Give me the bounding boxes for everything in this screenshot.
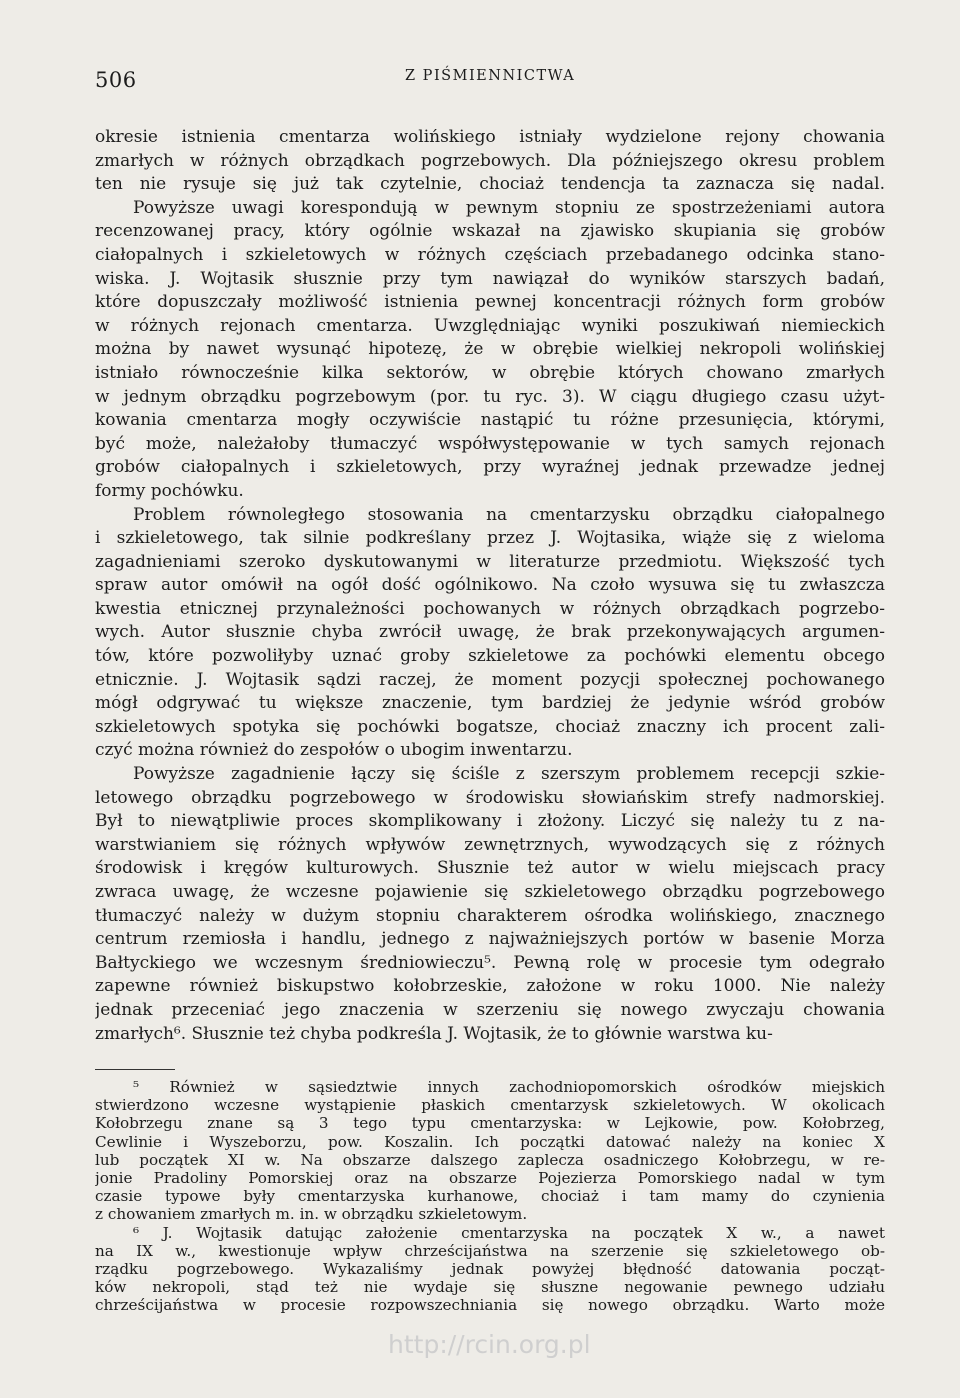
- text-line: istniało równocześnie kilka sektorów, w obrębie których chowano zmarłych: [95, 362, 885, 383]
- footnote-line: ⁵ Również w sąsiedztwie innych zachodniopomorskich ośrodków miejskich: [133, 1078, 885, 1096]
- text-line: wiska. J. Wojtasik słusznie przy tym nawiązał do wyników starszych badań,: [95, 268, 885, 289]
- text-line: być może, należałoby tłumaczyć współwystępowanie w tych samych rejonach: [95, 433, 885, 454]
- footnote-line: Cewlinie i Wyszeborzu, pow. Koszalin. Ich początki datować należy na koniec X: [95, 1132, 885, 1151]
- footnotes: [95, 1078, 885, 1314]
- footnote-line: na IX w., kwestionuje wpływ chrześcijaństwa na szerzenie się szkieletowego ob-: [95, 1241, 885, 1260]
- text-line: które dopuszczały możliwość istnienia pewnej koncentracji różnych form grobów: [95, 292, 885, 313]
- running-head: Z PIŚMIENNICTWA: [405, 68, 576, 84]
- text-line: etnicznie. J. Wojtasik sądzi raczej, że moment pozycji społecznej pochowanego: [95, 669, 885, 690]
- text-line: Problem równoległego stosowania na cmentarzysku obrządku ciałopalnego: [133, 504, 885, 525]
- text-line: wych. Autor słusznie chyba zwrócił uwagę, że brak przekonywających argumen-: [95, 622, 885, 643]
- footnote-line: rządku pogrzebowego. Wykazaliśmy jednak powyżej błędność datowania począt-: [95, 1259, 885, 1278]
- footnote-line: ⁶ J. Wojtasik datując założenie cmentarzyska na początek X w., a nawet: [133, 1223, 885, 1242]
- footnote-rule: [95, 1069, 175, 1070]
- text-line: środowisk i kręgów kulturowych. Słusznie też autor w wielu miejscach pracy: [95, 858, 885, 879]
- text-line: tłumaczyć należy w dużym stopniu charakterem ośrodka wolińskiego, znacznego: [95, 905, 885, 926]
- footnote-line: lub początek XI w. Na obszarze dalszego zaplecza osadniczego Kołobrzegu, w re-: [95, 1150, 885, 1169]
- text-line: letowego obrządku pogrzebowego w środowisku słowiańskim strefy nadmorskiej.: [95, 787, 885, 808]
- text-line: zagadnieniami szeroko dyskutowanymi w literaturze przedmiotu. Większość tych: [95, 551, 885, 572]
- text-line: w jednym obrządku pogrzebowym (por. tu ryc. 3). W ciągu długiego czasu użyt-: [95, 386, 885, 407]
- text-line: kwestia etnicznej przynależności pochowanych w różnych obrządkach pogrzebo-: [95, 598, 885, 619]
- text-line: okresie istnienia cmentarza wolińskiego istniały wydzielone rejony chowania: [95, 127, 885, 147]
- footnote-line: chrześcijaństwa w procesie rozpowszechniania się nowego obrządku. Warto może: [95, 1296, 885, 1315]
- footnote-line: Kołobrzegu znane są 3 tego typu cmentarzyska: w Lejkowie, pow. Kołobrzeg,: [95, 1114, 885, 1133]
- text-line: tów, które pozwoliłyby uznać groby szkieletowe za pochówki elementu obcego: [95, 646, 885, 667]
- text-line: kowania cmentarza mogły oczywiście nastąpić tu różne przesunięcia, którymi,: [95, 410, 885, 431]
- page-number: 506: [95, 68, 137, 92]
- text-line: zapewne również biskupstwo kołobrzeskie, założone w roku 1000. Nie należy: [95, 976, 885, 997]
- text-line: ten nie rysuje się już tak czytelnie, chociaż tendencja ta zaznacza się nadal.: [95, 174, 885, 195]
- text-line: Powyższe zagadnienie łączy się ściśle z szerszym problemem recepcji szkie-: [133, 764, 885, 785]
- text-line: szkieletowych spotyka się pochówki bogatsze, chociaż znaczny ich procent zali-: [95, 716, 885, 737]
- footnote-line: z chowaniem zmarłych m. in. w obrządku szkieletowym.: [95, 1205, 528, 1224]
- text-line: Był to niewątpliwie proces skomplikowany i złożony. Liczyć się należy tu z na-: [95, 811, 885, 832]
- text-line: zwraca uwagę, że wczesne pojawienie się szkieletowego obrządku pogrzebowego: [95, 882, 885, 902]
- text-line: Powyższe uwagi korespondują w pewnym stopniu ze spostrzeżeniami autora: [133, 197, 885, 218]
- text-line: czyć można również do zespołów o ubogim inwentarzu.: [95, 740, 573, 761]
- text-line: grobów ciałopalnych i szkieletowych, przy wyraźnej jednak przewadze jednej: [95, 457, 885, 478]
- text-line: ciałopalnych i szkieletowych w różnych częściach przebadanego odcinka stano-: [95, 244, 885, 265]
- text-line: zmarłych⁶. Słusznie też chyba podkreśla J. Wojtasik, że to głównie warstwa ku-: [95, 1023, 773, 1044]
- footnote-line: ków nekropoli, stąd też nie wydaje się słuszne negowanie pewnego udziału: [95, 1278, 885, 1297]
- text-line: można by nawet wysunąć hipotezę, że w obrębie wielkiej nekropoli wolińskiej: [95, 339, 885, 360]
- text-line: Bałtyckiego we wczesnym średniowieczu⁵. Pewną rolę w procesie tym odegrało: [95, 952, 885, 973]
- text-line: centrum rzemiosła i handlu, jednego z najważniejszych portów w basenie Morza: [95, 929, 885, 950]
- text-line: zmarłych w różnych obrządkach pogrzebowych. Dla późniejszego okresu problem: [95, 150, 885, 171]
- footnote-line: jonie Pradoliny Pomorskiej oraz na obszarze Pojezierza Pomorskiego nadal w tym: [95, 1168, 885, 1187]
- text-line: warstwianiem się różnych wpływów zewnętrznych, wywodzących się z różnych: [95, 834, 885, 855]
- text-line: jednak przeceniać jego znaczenia w szerzeniu się nowego zwyczaju chowania: [95, 999, 885, 1020]
- text-line: spraw autor omówił na ogół dość ogólnikowo. Na czoło wysuwa się tu zwłaszcza: [95, 575, 885, 596]
- text-line: w różnych rejonach cmentarza. Uwzględniając wyniki poszukiwań niemieckich: [95, 315, 885, 336]
- watermark: http://rcin.org.pl: [388, 1330, 591, 1359]
- text-line: i szkieletowego, tak silnie podkreślany przez J. Wojtasika, wiąże się z wieloma: [95, 528, 885, 549]
- text-line: mógł odgrywać tu większe znaczenie, tym bardziej że jedynie wśród grobów: [95, 693, 885, 714]
- footnote-line: czasie typowe były cmentarzyska kurhanowe, chociaż i tam mamy do czynienia: [95, 1187, 885, 1206]
- text-line: formy pochówku.: [95, 480, 244, 501]
- footnote-line: stwierdzono wczesne wystąpienie płaskich cmentarzysk szkieletowych. W okolicach: [95, 1096, 885, 1115]
- text-line: recenzowanej pracy, który ogólnie wskazał na zjawisko skupiania się grobów: [95, 221, 885, 242]
- body-text: [95, 126, 885, 1046]
